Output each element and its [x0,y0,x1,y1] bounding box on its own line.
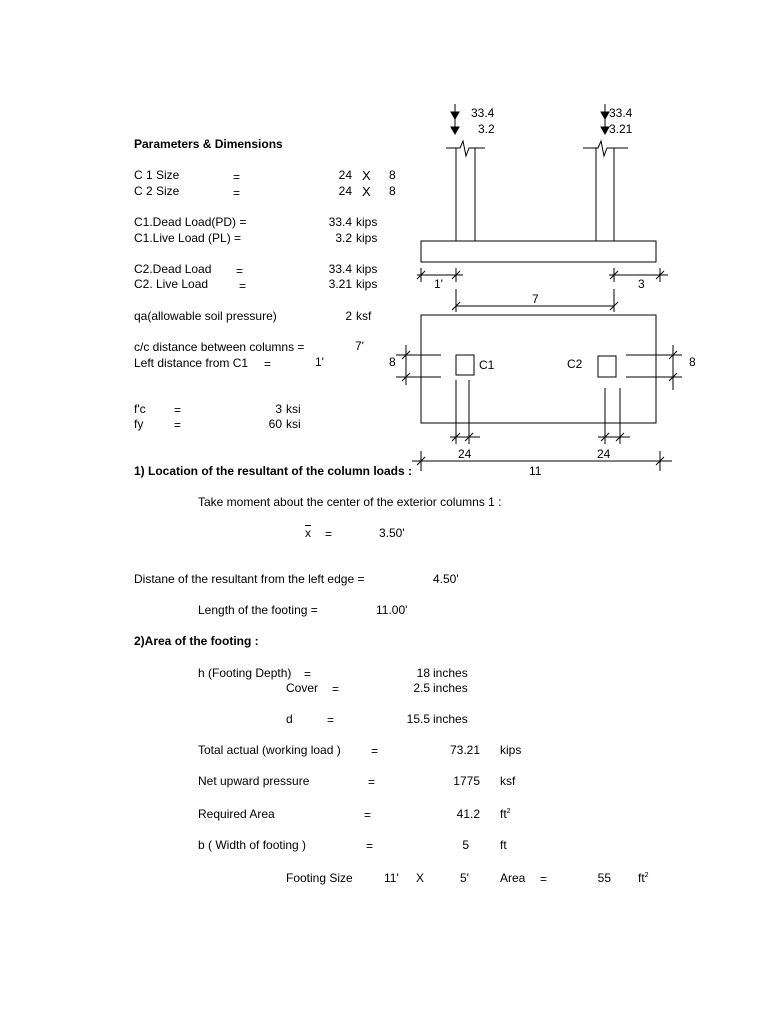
dimension-col1-width [450,380,480,444]
net-pressure-eq: = [368,775,376,789]
c1-size-eq: = [233,170,241,184]
c2-size-b: 8 [389,184,396,198]
dimension-width-left [396,345,441,385]
footing-size-label: Footing Size [286,871,353,885]
cover-label: Cover [286,681,319,695]
qa-unit: ksf [356,309,372,323]
required-area-eq: = [364,808,372,822]
h-label: h (Footing Depth) [198,666,292,680]
load-arrow-c2-dead [601,104,609,119]
d-label: d [286,712,293,726]
dim-width-left-value: 8 [389,355,396,369]
dimension-width-right [626,345,682,390]
total-load-label: Total actual (working load ) [198,743,341,757]
c1-size-x: X [362,168,371,183]
c2-dead-eq: = [236,264,244,278]
load2-live-value: 3.21 [609,122,633,136]
width-unit: ft [500,838,507,852]
dim-right-value: 3 [638,277,645,291]
c1-dead-label: C1.Dead Load(PD) = [134,215,247,229]
load2-dead-value: 33.4 [609,106,633,120]
required-area-label: Required Area [198,807,275,821]
c1-dead-value: 33.4 [328,215,352,229]
d-eq: = [327,713,335,727]
load1-dead-value: 33.4 [471,106,495,120]
footing-size-width: 5' [460,871,469,885]
c1-size-label: C 1 Size [134,168,180,182]
d-unit: inches [433,712,468,726]
c2-dead-value: 33.4 [328,262,352,276]
c2-dead-label: C2.Dead Load [134,262,212,276]
xbar-eq: = [325,527,333,541]
fy-value: 60 [268,417,282,431]
cc-distance-value: 7' [355,339,364,353]
distance-resultant-value: 4.50' [433,572,459,586]
c1-dead-unit: kips [356,215,378,229]
left-distance-label: Left distance from C1 [134,356,249,370]
load-arrow-c1-dead [451,104,459,119]
qa-label: qa(allowable soil pressure) [134,309,277,323]
c2-live-label: C2. Live Load [134,277,209,291]
footing-size-length: 11' [384,871,399,885]
load1-live-value: 3.2 [478,122,495,136]
h-eq: = [304,667,312,681]
cover-unit: inches [433,681,468,695]
fc-value: 3 [275,402,282,416]
dimension-col2-width [598,388,630,444]
c1-live-value: 3.2 [335,231,352,245]
distance-resultant-label: Distane of the resultant from the left edge = [134,572,365,586]
column-c2-elevation [583,141,628,241]
h-unit: inches [433,666,468,680]
footing-diagram [0,0,768,480]
width-value: 5 [462,838,469,852]
footing-length-label: Length of the footing = [198,603,318,617]
c1-size-a: 24 [338,168,352,182]
fc-unit: ksi [286,402,301,416]
load-arrow-c2-live [601,119,609,134]
fy-label: fy [134,417,144,431]
fy-eq: = [174,418,182,432]
d-value: 15.5 [406,712,430,726]
c1-plan-label: C1 [479,358,495,372]
c1-size-b: 8 [389,168,396,182]
fy-unit: ksi [286,417,301,431]
cover-eq: = [332,682,340,696]
total-load-value: 73.21 [449,743,480,757]
total-load-unit: kips [500,743,522,757]
c2-dead-unit: kips [356,262,378,276]
cc-distance-label: c/c distance between columns = [134,340,305,354]
c2-size-label: C 2 Size [134,184,180,198]
xbar-value: 3.50' [379,526,405,540]
column-c2-plan [598,356,616,377]
qa-value: 2 [345,309,352,323]
column-c1-elevation [446,141,485,241]
load-arrow-c1-live [451,119,459,134]
dim-total-value: 11 [529,464,542,478]
left-distance-eq: = [264,357,272,371]
footing-length-value: 11.00' [376,603,408,617]
footing-size-x: X [416,871,425,885]
c1-live-unit: kips [356,231,378,245]
left-distance-value: 1' [315,355,324,369]
net-pressure-unit: ksf [500,774,516,788]
fc-eq: = [174,403,182,417]
c2-plan-label: C2 [567,357,583,371]
net-pressure-label: Net upward pressure [198,774,310,788]
total-load-eq: = [371,744,379,758]
required-area-unit: $ft^2$ [500,807,511,821]
required-area-value: 41.2 [456,807,480,821]
dim-col1-value: 24 [458,447,472,461]
area-label: Area [500,871,526,885]
h-value: 18 [416,666,430,680]
c2-size-a: 24 [338,184,352,198]
column-c1-plan [456,355,474,375]
area-unit: $ft^2$ [638,871,649,885]
c2-size-x: X [362,184,371,199]
cover-value: 2.5 [413,681,430,695]
width-label: b ( Width of footing ) [198,838,307,852]
c1-live-label: C1.Live Load (PL) = [134,231,242,245]
c2-live-unit: kips [356,277,378,291]
section1-heading: 1) Location of the resultant of the column loads : [134,464,413,478]
c2-size-eq: = [233,186,241,200]
fc-label: f'c [134,402,146,416]
area-value: 55 [597,871,611,885]
dim-left-value: 1' [434,277,443,291]
dim-cc-value: 7 [532,292,539,306]
c2-live-value: 3.21 [328,277,352,291]
dim-col2-value: 24 [597,447,611,461]
footing-elevation [421,241,656,262]
dim-width-right-value: 8 [689,355,696,369]
moment-text: Take moment about the center of the exterior columns 1 : [198,495,502,509]
area-eq: = [540,872,548,886]
net-pressure-value: 1775 [453,774,480,788]
c2-live-eq: = [239,279,247,293]
parameters-heading: Parameters & Dimensions [134,137,283,151]
dimension-total-length [412,451,672,471]
section2-heading: 2)Area of the footing : [134,634,259,648]
xbar-symbol: $\overline{x}$ [305,526,311,540]
width-eq: = [366,839,374,853]
